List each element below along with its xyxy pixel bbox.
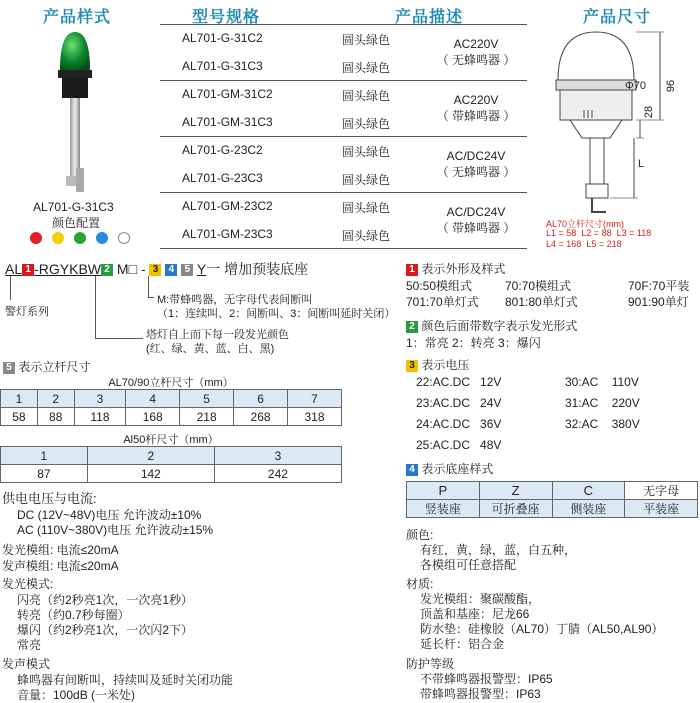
header-size: 产品尺寸 — [583, 9, 652, 26]
al50-size-table — [0, 446, 342, 483]
yellow-dot — [52, 232, 64, 244]
table-cell: 2 — [87, 447, 214, 465]
protect-item: 不带蜂鸣器报警型：IP65 — [420, 672, 553, 686]
tower-note: 塔灯自上而下每一段发光颜色 — [146, 329, 289, 341]
tower-colors: (红、绿、黄、蓝、白、黑) — [146, 343, 275, 355]
header-desc: 产品描述 — [395, 9, 464, 26]
voltage-item: 32:AC 380V — [565, 417, 640, 431]
current-sound: 发声模组: 电流≤20mA — [2, 559, 119, 573]
model-head-cell: 圆头绿色 — [342, 33, 391, 47]
color-line: 各模组可任意搭配 — [420, 558, 517, 572]
voltage-item: 30:AC 110V — [565, 375, 639, 389]
model-head-cell: 圆头绿色 — [342, 61, 391, 75]
power-dc: DC (12V~48V)电压 允许波动±10% — [17, 508, 202, 522]
table-cell: 1 — [1, 447, 88, 465]
power-ac: AC (110V~380V)电压 允许波动±15% — [17, 523, 214, 537]
model-code-cell: AL701-G-31C2 — [182, 31, 263, 45]
light-item: 转亮（约0.7秒每圈） — [17, 608, 130, 622]
desc-2: AC220V （ 带蜂鸣器 ） — [436, 93, 516, 123]
color-label: 颜色配置 — [52, 216, 101, 230]
protect-item: 带蜂鸣器报警型：IP63 — [420, 687, 541, 701]
blue-dot — [96, 232, 108, 244]
table-cell: 142 — [87, 465, 214, 483]
table-cell: 3 — [214, 447, 341, 465]
dimension-drawing — [540, 24, 700, 224]
desc-1: AC220V （ 无蜂鸣器 ） — [436, 37, 516, 67]
dim-height-96: 96 — [665, 79, 678, 93]
light-item: 常亮 — [17, 638, 42, 652]
dim-title: AL70立杆尺寸(mm) — [546, 219, 625, 229]
green-dot — [74, 232, 86, 244]
beacon-image — [40, 28, 110, 198]
table-cell: 118 — [74, 408, 126, 426]
sec3-title: 3 表示电压 — [406, 356, 469, 373]
rod-size-table — [0, 389, 342, 426]
voltage-item: 25:AC.DC 48V — [416, 438, 502, 452]
desc-4: AC/DC24V （ 带蜂鸣器 ） — [436, 205, 516, 235]
table-cell: 168 — [126, 408, 180, 426]
sec1-row2: 901:90单灯 — [628, 295, 689, 309]
model-head-cell: 圆头绿色 — [342, 145, 391, 159]
dim-l-values-2: L4 = 168 L5 = 218 — [546, 239, 622, 249]
table-cell: 218 — [180, 408, 234, 426]
model-code-cell: AL701-GM-23C2 — [182, 199, 273, 213]
sec1-row1: 70F:70平装 — [628, 279, 690, 293]
sec4-title: 4 表示底座样式 — [406, 460, 493, 477]
sec1-row2: 801:80单灯式 — [505, 295, 578, 309]
color-dots — [30, 232, 140, 246]
voltage-item: 23:AC.DC 24V — [416, 396, 502, 410]
table1-title: AL70/90立杆尺寸（mm） — [108, 377, 234, 389]
product-name: AL701-G-31C3 — [33, 200, 114, 214]
model-code-cell: AL701-GM-31C2 — [182, 87, 273, 101]
buzzer-note: M:带蜂鸣器，无字母代表间断叫 — [157, 294, 313, 306]
table-cell: 87 — [1, 465, 88, 483]
light-title: 发光模式: — [2, 577, 54, 591]
color-title: 颜色: — [406, 528, 434, 542]
model-head-cell: 圆头绿色 — [342, 173, 391, 187]
sec2-title: 2 颜色后面带数字表示发光形式 — [406, 317, 577, 334]
material-title: 材质: — [406, 577, 434, 591]
buzzer-modes: （1：连续叫、2：间断叫、3：间断叫延时关闭） — [157, 308, 396, 320]
dim-l-values: L1 = 58 L2 = 88 L3 = 118 — [546, 228, 652, 238]
model-code-cell: AL701-G-23C2 — [182, 143, 263, 157]
table-cell: 1 — [1, 390, 38, 408]
model-code-cell: AL701-G-23C3 — [182, 171, 263, 185]
model-head-cell: 圆头绿色 — [342, 201, 391, 215]
material-item: 延长杆：铝合金 — [420, 637, 505, 651]
white-dot — [118, 232, 130, 244]
model-code-cell: AL701-G-31C3 — [182, 59, 263, 73]
voltage-item: 24:AC.DC 36V — [416, 417, 502, 431]
sec5-title: 5 表示立杆尺寸 — [3, 358, 90, 375]
sound-item: 音量：100dB (一米处) — [17, 688, 136, 702]
sec1-row1: 70:70模组式 — [505, 279, 572, 293]
model-code-cell: AL701-GM-23C3 — [182, 227, 273, 241]
table-cell: 242 — [214, 465, 341, 483]
table-cell: 4 — [126, 390, 180, 408]
table-cell: 6 — [234, 390, 288, 408]
voltage-item: 22:AC.DC 12V — [416, 375, 502, 389]
material-item: 发光模组：聚碳酸酯， — [420, 592, 541, 606]
sec1-title: 1 表示外形及样式 — [406, 260, 505, 277]
table2-title: Al50杆尺寸（mm） — [123, 434, 219, 446]
red-dot — [30, 232, 42, 244]
model-head-cell: 圆头绿色 — [342, 229, 391, 243]
material-item: 防水垫：硅橡胶（AL70）丁腈（AL50,AL90） — [420, 622, 664, 636]
dim-length-l: L — [638, 158, 645, 170]
model-code-cell: AL701-GM-31C3 — [182, 115, 273, 129]
color-line: 有红，黄，绿，蓝，白五种， — [420, 543, 577, 557]
light-item: 闪亮（约2秒亮1次，一次亮1秒） — [17, 593, 194, 607]
light-item: 爆闪（约2秒亮1次，一次闪2下） — [17, 623, 194, 637]
dim-diameter: Φ70 — [625, 80, 647, 92]
material-item: 顶盖和基座：尼龙66 — [420, 607, 530, 621]
table-cell: 5 — [180, 390, 234, 408]
model-head-cell: 圆头绿色 — [342, 89, 391, 103]
table-cell: 2 — [37, 390, 74, 408]
sound-item: 蜂鸣器有间断叫，持续叫及延时关闭功能 — [17, 673, 234, 687]
table-cell: 268 — [234, 408, 288, 426]
table-cell: 88 — [37, 408, 74, 426]
series-label: 警灯系列 — [5, 306, 49, 318]
sound-title: 发声模式 — [2, 657, 51, 671]
table-cell: 7 — [288, 390, 342, 408]
current-light: 发光模组: 电流≤20mA — [2, 543, 119, 557]
power-title: 供电电压与电流: — [2, 491, 97, 506]
sec1-row2: 701:70单灯式 — [406, 295, 479, 309]
desc-3: AC/DC24V （ 无蜂鸣器 ） — [436, 149, 516, 179]
table-cell: 3 — [74, 390, 126, 408]
table-cell: 58 — [1, 408, 38, 426]
protect-title: 防护等级 — [406, 657, 455, 671]
sec2-line: 1：常亮 2：转亮 3：爆闪 — [406, 336, 541, 350]
dim-height-28: 28 — [643, 105, 656, 119]
sec1-row1: 50:50模组式 — [406, 279, 473, 293]
table-cell: 318 — [288, 408, 342, 426]
base-style-table: P Z C 无字母 竖装座 可折叠座 侧装座 平装座 — [406, 481, 698, 518]
voltage-item: 31:AC 220V — [565, 396, 640, 410]
model-head-cell: 圆头绿色 — [342, 117, 391, 131]
header-model: 型号规格 — [192, 9, 261, 26]
model-code: AL 1 -RGYKBW 2 M□ - 3 4 5 Y一 增加预装底座 — [5, 261, 309, 277]
header-style: 产品样式 — [43, 9, 112, 26]
